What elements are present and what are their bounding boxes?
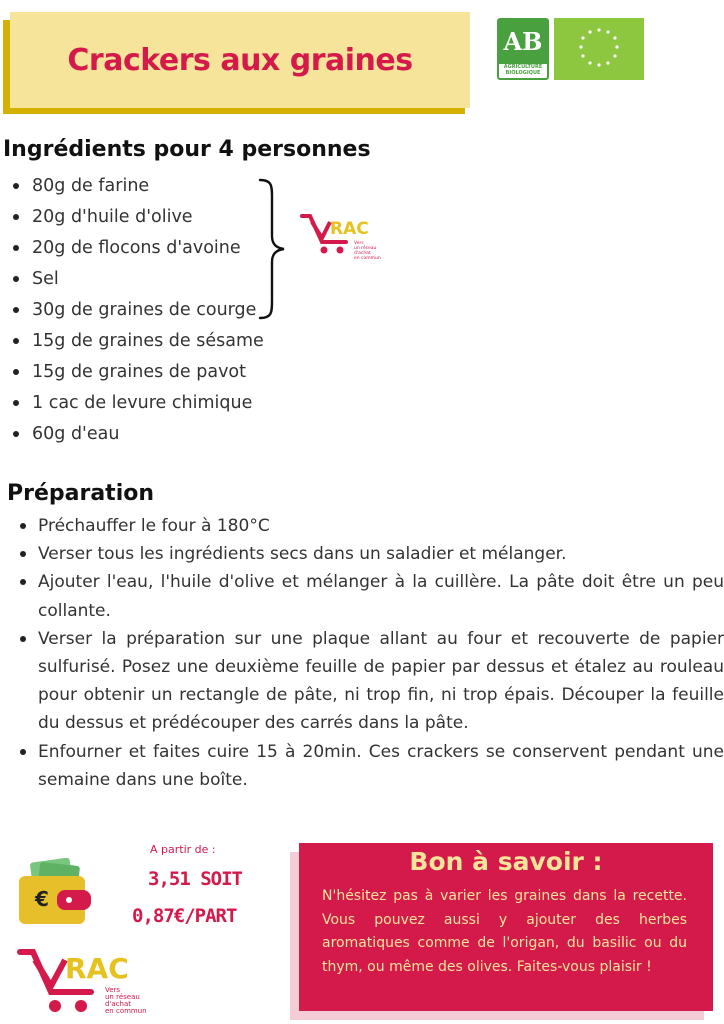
vrac-logo-large bbox=[17, 940, 157, 1018]
price-per-part: 0,87€/PART bbox=[132, 905, 237, 927]
tip-title: Bon à savoir : bbox=[409, 847, 603, 876]
bullet-icon bbox=[13, 307, 19, 313]
bullet-icon bbox=[13, 369, 19, 375]
svg-text:Vers: Vers bbox=[354, 241, 364, 246]
ingredient-item: 1 cac de levure chimique bbox=[12, 389, 264, 420]
preparation-step: Ajouter l'eau, l'huile d'olive et mélanger à la cuillère. La pâte doit être un peu collante. bbox=[20, 568, 724, 624]
wallet-icon bbox=[17, 858, 93, 926]
ingredient-item: 30g de graines de courge bbox=[12, 296, 264, 327]
svg-text:€: € bbox=[35, 887, 49, 911]
ingredient-item: 15g de graines de sésame bbox=[12, 327, 264, 358]
title-banner bbox=[10, 12, 470, 108]
bullet-icon bbox=[13, 245, 19, 251]
preparation-list bbox=[20, 512, 724, 794]
bullet-icon bbox=[13, 276, 19, 282]
tip-text: N'hésitez pas à varier les graines dans la recette. Vous pouvez aussi y ajouter des herbes aromatiques comme de l'origan, du basilic ou du thym, ou même des olives. Faites-vous plaisir ! bbox=[322, 888, 687, 975]
page-title: Crackers aux graines bbox=[67, 42, 413, 78]
preparation-title: Préparation bbox=[7, 481, 155, 506]
preparation-step: Verser la préparation sur une plaque allant au four et recouverte de papier sulfurisé. Posez une deuxième feuille de papier par dessus et étalez au rouleau pour obtenir un rectangle de pâte, ni trop fin, ni trop épais. Découper la feuille du dessus et prédécouper des carrés dans la pâte. bbox=[20, 625, 724, 738]
bullet-icon bbox=[20, 523, 26, 529]
vrac-logo-small bbox=[300, 208, 388, 260]
svg-text:un réseau: un réseau bbox=[105, 993, 140, 1001]
price-label: A partir de : bbox=[150, 843, 216, 856]
ingredients-list bbox=[12, 172, 264, 451]
bullet-icon bbox=[20, 551, 26, 557]
svg-text:d'achat: d'achat bbox=[105, 1000, 131, 1008]
ab-logo-letters: AB bbox=[499, 20, 547, 64]
svg-text:RAC: RAC bbox=[65, 952, 129, 985]
ab-logo-caption: AGRICULTURE BIOLOGIQUE bbox=[503, 64, 543, 76]
bullet-icon bbox=[20, 636, 26, 642]
price-total: 3,51 SOIT bbox=[148, 868, 242, 890]
preparation-step: Enfourner et faites cuire 15 à 20min. Ces crackers se conservent pendant une semaine dans une boîte. bbox=[20, 738, 724, 794]
ingredient-item: 15g de graines de pavot bbox=[12, 358, 264, 389]
svg-text:en commun: en commun bbox=[354, 256, 381, 260]
bullet-icon bbox=[20, 749, 26, 755]
ingredient-item: 80g de farine bbox=[12, 172, 264, 203]
eu-organic-leaf-icon bbox=[554, 18, 644, 80]
svg-text:un réseau: un réseau bbox=[354, 246, 377, 251]
preparation-step: Verser tous les ingrédients secs dans un saladier et mélanger. bbox=[20, 540, 724, 568]
ingredients-title: Ingrédients pour 4 personnes bbox=[3, 137, 371, 162]
ingredient-item: 20g d'huile d'olive bbox=[12, 203, 264, 234]
bullet-icon bbox=[13, 183, 19, 189]
svg-text:Vers: Vers bbox=[105, 986, 121, 994]
ingredient-item: Sel bbox=[12, 265, 264, 296]
svg-text:en commun: en commun bbox=[105, 1007, 147, 1015]
bullet-icon bbox=[13, 400, 19, 406]
svg-text:d'achat: d'achat bbox=[354, 251, 371, 256]
bullet-icon bbox=[13, 431, 19, 437]
tip-box bbox=[299, 843, 713, 1011]
ingredient-item: 20g de flocons d'avoine bbox=[12, 234, 264, 265]
bullet-icon bbox=[13, 214, 19, 220]
curly-brace-icon bbox=[256, 178, 286, 320]
bullet-icon bbox=[13, 338, 19, 344]
bullet-icon bbox=[20, 579, 26, 585]
preparation-step: Préchauffer le four à 180°C bbox=[20, 512, 724, 540]
svg-text:RAC: RAC bbox=[330, 219, 369, 239]
ingredient-item: 60g d'eau bbox=[12, 420, 264, 451]
ab-organic-logo bbox=[497, 18, 549, 80]
